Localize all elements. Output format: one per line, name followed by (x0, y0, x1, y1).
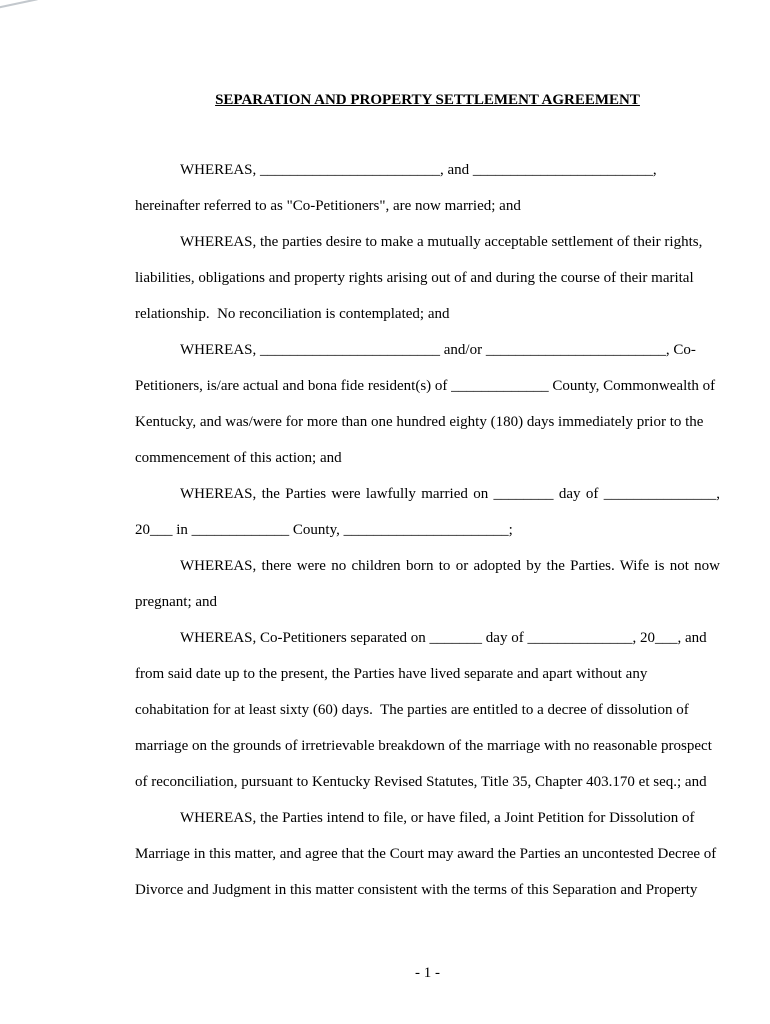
document-title: SEPARATION AND PROPERTY SETTLEMENT AGREEMENT (215, 92, 640, 108)
paragraph-joint-petition: WHEREAS, the Parties intend to file, or have filed, a Joint Petition for Dissolution of Marriage in this matter, and agree that the Court may award the Parties an uncontested Decree of Divorce and Judgment in this matter consistent with the terms of this Separation and Property (135, 810, 721, 898)
page-number: - 1 - (415, 965, 440, 981)
paragraph-no-children: WHEREAS, there were no children born to or adopted by the Parties. Wife is not now pregnant; and (135, 558, 724, 610)
document-body (135, 152, 724, 908)
paragraph-marriage-date: WHEREAS, the Parties were lawfully married on ________ day of _______________, 20___ in _____________ County, ______________________; (135, 486, 724, 538)
paragraph-parties-names: WHEREAS, ________________________, and ________________________, hereinafter referred to as "Co-Petitioners", are now married; and (135, 162, 661, 214)
paragraph-settlement-intent: WHEREAS, the parties desire to make a mutually acceptable settlement of their rights, liabilities, obligations and property rights arising out of and during the course of their marital relationship. No reconciliation is contemplated; and (135, 234, 707, 322)
paragraph-residency: WHEREAS, ________________________ and/or ________________________, Co-Petitioners, is/are actual and bona fide resident(s) of _____________ County, Commonwealth of Kentucky, and was/were for more than one hundred eighty (180) days immediately prior to the commencement of this action; and (135, 342, 719, 466)
paragraph-separation: WHEREAS, Co-Petitioners separated on _______ day of ______________, 20___, and from said date up to the present, the Parties have lived separate and apart without any cohabitation for at least sixty (60) days. The parties are entitled to a decree of dissolution of marriage on the grounds of irretrievable breakdown of the marriage with no reasonable prospect of reconciliation, pursuant to Kentucky Revised Statutes, Title 35, Chapter 403.170 et seq.; and (135, 630, 716, 790)
scan-artifact-line (0, 0, 38, 10)
